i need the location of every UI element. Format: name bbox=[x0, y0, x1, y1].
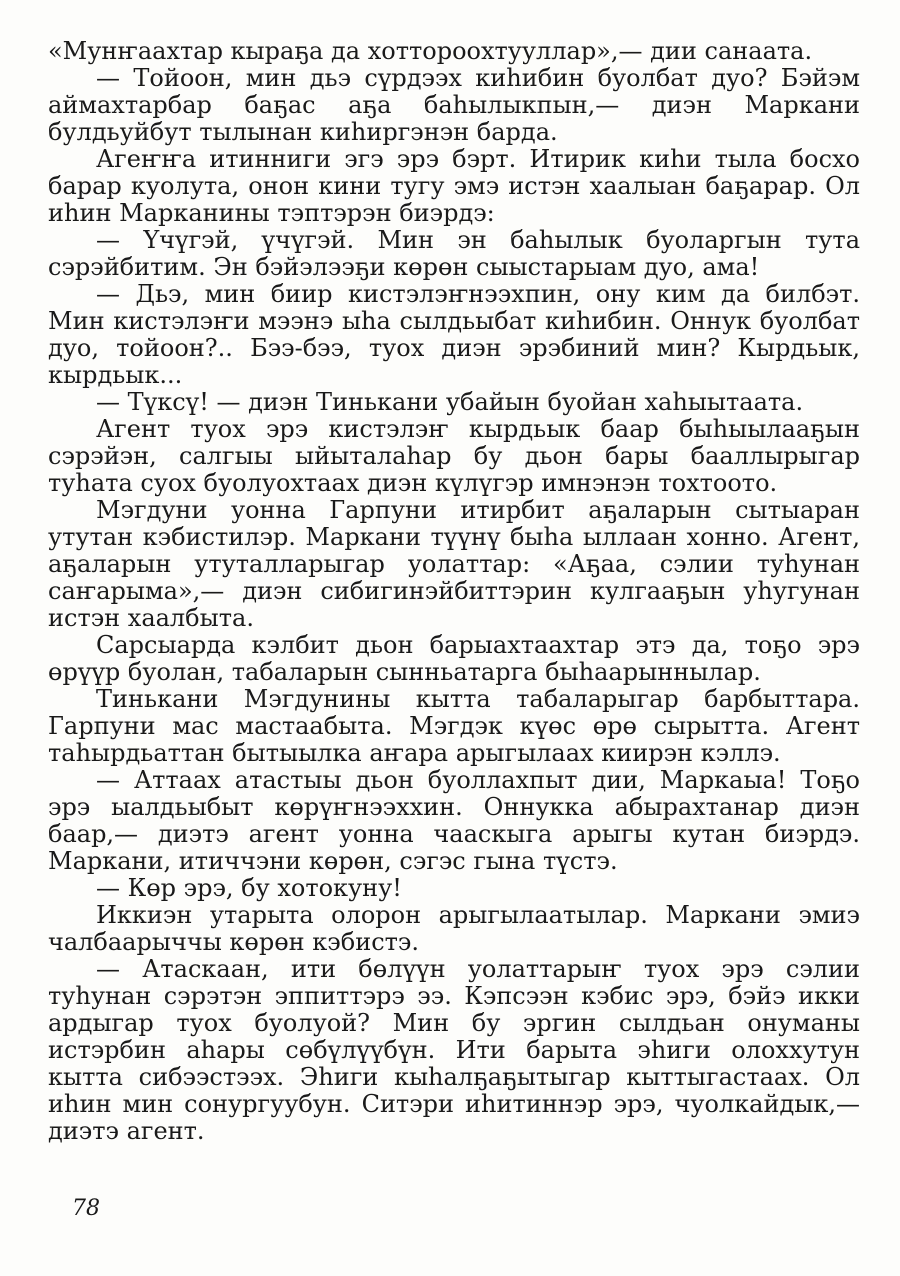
paragraph: Тинькани Мэгдунины кытта табаларыгар барбыттара. Гарпуни мас мастаабыта. Мэгдэк күөс өрө сырытта. Агент таһырдьаттан бытыылка аҥара арыгылаах киирэн кэллэ. bbox=[48, 685, 860, 767]
paragraph: Мэгдуни уонна Гарпуни итирбит аҕаларын сытыаран утутан кэбистилэр. Маркани түүнү быһа ыллаан хонно. Агент, аҕаларын утуталларыгар уолаттар: «Аҕаа, сэлии туһунан саҥарыма»,— диэн сибигинэйбиттэрин кулгааҕын уһугунан истэн хаалбыта. bbox=[48, 496, 860, 632]
page-text bbox=[48, 38, 860, 1145]
paragraph: — Түксү! — диэн Тинькани убайын буойан хаһыытаата. bbox=[96, 388, 804, 416]
paragraph: — Тойоон, мин дьэ сүрдээх киһибин буолбат дуо? Бэйэм аймахтарбар баҕас аҕа баһылыкпын,— диэн Маркани булдьуйбут тылынан киһиргэнэн барда. bbox=[48, 64, 860, 146]
paragraph: — Үчүгэй, үчүгэй. Мин эн баһылык буоларгын тута сэрэйбитим. Эн бэйэлээҕи көрөн сыыстарыам дуо, ама! bbox=[48, 226, 860, 281]
paragraph: — Аттаах атастыы дьон буоллахпыт дии, Маркаыа! Тоҕо эрэ ыалдьыбыт көрүҥнээххин. Оннукка абырахтанар диэн баар,— диэтэ агент уонна чааскыга арыгы кутан биэрдэ. Маркани, итиччэни көрөн, сэгэс гына түстэ. bbox=[48, 766, 860, 875]
paragraph: Сарсыарда кэлбит дьон барыахтаахтар этэ да, тоҕо эрэ өрүүр буолан, табаларын сынньатарга быһаарыннылар. bbox=[48, 631, 860, 686]
paragraph: Агент туох эрэ кистэлэҥ кырдьык баар быһыылааҕын сэрэйэн, салгыы ыйыталаһар бу дьон бары бааллырыгар туһата суох буолуохтаах диэн күлүгэр имнэнэн тохтоото. bbox=[48, 415, 860, 497]
paragraph: «Мунҥаахтар кыраҕа да хоттороохтууллар»,— дии санаата. bbox=[48, 37, 813, 65]
paragraph: — Дьэ, мин биир кистэлэҥнээхпин, ону ким да билбэт. Мин кистэлэҥи мээнэ ыһа сылдьыбат киһибин. Оннук буолбат дуо, тойоон?.. Бээ-бээ, туох диэн эрэбиний мин? Кырдьык, кырдьык... bbox=[48, 280, 860, 389]
paragraph: — Көр эрэ, бу хотокуну! bbox=[96, 874, 402, 902]
page-number: 78 bbox=[72, 1196, 100, 1221]
paragraph: Агеҥҥа итинниги эгэ эрэ бэрт. Итирик киһи тыла босхо барар куолута, онон кини тугу эмэ истэн хаалыан баҕарар. Ол иһин Марканины тэптэрэн биэрдэ: bbox=[48, 145, 860, 227]
paragraph: Иккиэн утарыта олорон арыгылаатылар. Маркани эмиэ чалбаарыччы көрөн кэбистэ. bbox=[48, 901, 860, 956]
paragraph: — Атаскаан, ити бөлүүн уолаттарыҥ туох эрэ сэлии туһунан сэрэтэн эппиттэрэ ээ. Кэпсээн кэбис эрэ, бэйэ икки ардыгар туох буолуой? Мин бу эргин сылдьан онуманы истэрбин аһары сөбүлүүбүн. Ити барыта эһиги олоххутун кытта сибээстээх. Эһиги кыһалҕаҕытыгар кыттыгастаах. Ол иһин мин сонургуубун. Ситэри иһитиннэр эрэ, чуолкайдык,— диэтэ агент. bbox=[48, 955, 860, 1145]
